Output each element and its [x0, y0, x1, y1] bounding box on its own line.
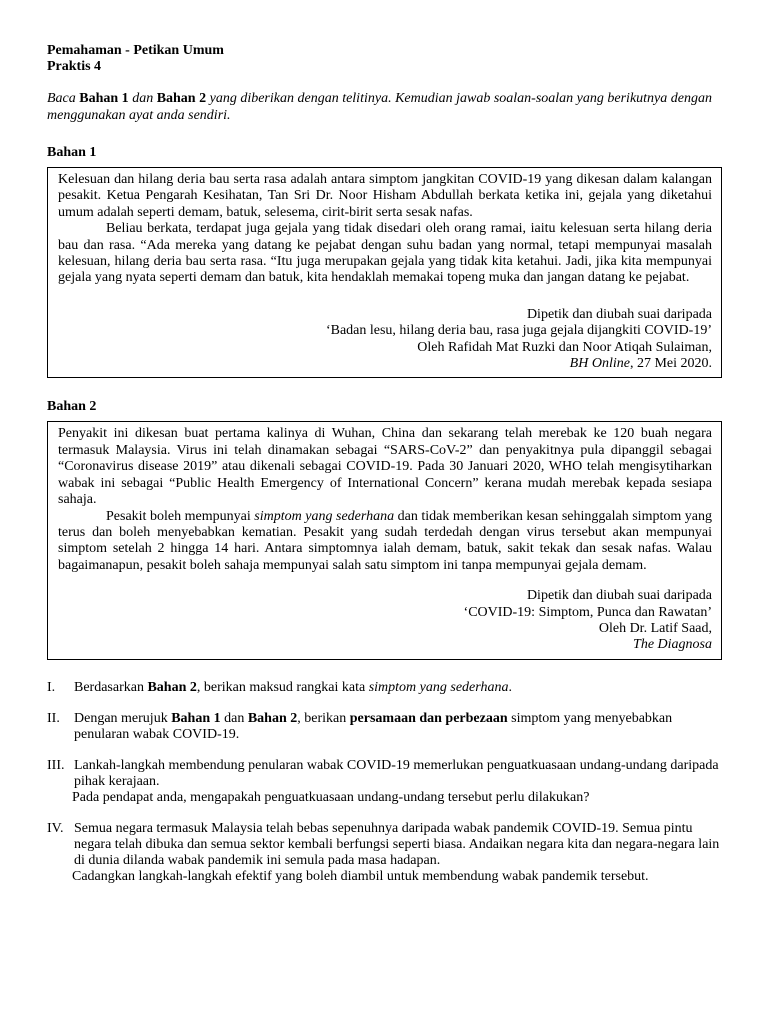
- bahan2-paragraph-1: Penyakit ini dikesan buat pertama kalinya di Wuhan, China dan sekarang telah merebak ke 120 buah negara termasuk Malaysia. Virus ini telah dinamakan sebagai “SARS-CoV-2” dan penyakitnya pula dipanggil sebagai “Coronavirus disease 2019” atau dikenali sebagai COVID-19. Pada 30 Januari 2020, WHO telah mengisytiharkan wabak ini sebagai “Public Health Emergency of International Concern” kerana mudah merebak kepada sesiapa sahaja.: [58, 426, 712, 508]
- question-text: , berikan maksud rangkai kata: [196, 679, 369, 695]
- question-prompt: Pada pendapat anda, mengapakah penguatkuasaan undang-undang tersebut perlu dilakukan?: [72, 789, 590, 805]
- bahan1-paragraph-1: Kelesuan dan hilang deria bau serta rasa adalah antara simptom jangkitan COVID-19 yang dikesan dalam kalangan pesakit. Ketua Pengarah Kesihatan, Tan Sri Dr. Noor Hisham Abdullah berkata ketika ini, gejala yang diketahui umum adalah seperti demam, batuk, selesema, cirit-birit serta sesak nafas.: [58, 172, 712, 220]
- document-title: Pemahaman - Petikan Umum: [47, 43, 224, 58]
- source-line: Dipetik dan diubah suai daripada: [526, 588, 712, 604]
- paragraph-italic-phrase: simptom yang sederhana: [254, 508, 395, 524]
- question-text: , berikan: [297, 710, 350, 726]
- source-date: , 27 Mei 2020.: [629, 356, 712, 372]
- bahan1-title: Bahan 1: [47, 145, 97, 160]
- question-text: dan: [220, 710, 248, 726]
- question-4: [47, 821, 722, 885]
- intro-text-1: Baca: [47, 91, 80, 106]
- source-line: [58, 356, 712, 372]
- question-bold: Bahan 2: [247, 710, 298, 726]
- question-2: [47, 711, 722, 743]
- source-line: ‘COVID-19: Simptom, Punca dan Rawatan’: [463, 604, 712, 620]
- document-page: [47, 43, 722, 900]
- instructions: [47, 90, 722, 124]
- question-text: Dengan merujuk: [74, 710, 172, 726]
- question-text: Lankah-langkah membendung penularan wabak COVID-19 memerlukan penguatkuasaan undang-undang daripada pihak kerajaan.: [74, 757, 719, 789]
- question-prompt: Cadangkan langkah-langkah efektif yang boleh diambil untuk membendung wabak pandemik tersebut.: [72, 868, 649, 884]
- paragraph-text: dan tidak memberikan kesan sehinggalah simptom yang terus dan boleh menyebabkan kematian. Pesakit yang sudah terdedah dengan virus tersebut akan mempunyai simptom setelah 2 hingga 14 hari. Antara simptomnya ialah demam, batuk, sakit tekak dan sesak nafas. Walau bagaimanapun, pesakit boleh sahaja mempunyai salah satu simptom ini tanpa mempunyai gejala demam.: [58, 508, 712, 573]
- bahan1-box: [47, 167, 722, 378]
- question-text: Semua negara termasuk Malaysia telah bebas sepenuhnya daripada wabak pandemik COVID-19. Semua pintu negara telah dibuka dan semua sektor kembali berfungsi seperti biasa. Andaikan negara kita dan negara-negara lain di dunia dilanda wabak pandemik ini semula pada masa hadapan.: [74, 820, 720, 868]
- question-bold: Bahan 1: [171, 710, 221, 726]
- question-text: Berdasarkan: [74, 679, 148, 695]
- bahan1-paragraph-2: Beliau berkata, terdapat juga gejala yang tidak disedari oleh orang ramai, iaitu kelesuan serta hilang deria bau dan rasa. “Ada mereka yang datang ke pejabat dengan suhu badan yang normal, tetapi mempunyai masalah kelesuan, hilang deria bau serta rasa. “Itu juga merupakan gejala yang tidak kita ketahui. Jadi, jika kita mempunyai gejala yang nyata seperti demam dan batuk, kita hendaklah memakai topeng muka dan jangan datang ke pejabat.: [58, 221, 712, 286]
- question-number: II.: [47, 710, 60, 726]
- source-line: [58, 637, 712, 653]
- bahan2-source: [58, 588, 712, 654]
- intro-bahan2-ref: Bahan 2: [156, 91, 207, 106]
- question-text: .: [508, 679, 512, 695]
- question-text: simptom yang menyebabkan penularan wabak COVID-19.: [74, 710, 673, 742]
- bahan2-box: [47, 421, 722, 659]
- question-bold: persamaan dan perbezaan: [349, 710, 508, 726]
- source-line: Oleh Rafidah Mat Ruzki dan Noor Atiqah Sulaiman,: [417, 339, 712, 355]
- bahan2-title: Bahan 2: [47, 399, 97, 415]
- document-subtitle: Praktis 4: [47, 59, 102, 74]
- question-list: [47, 680, 722, 885]
- source-line: Dipetik dan diubah suai daripada: [526, 306, 712, 322]
- intro-text-2: dan: [128, 91, 157, 106]
- source-line: ‘Badan lesu, hilang deria bau, rasa juga gejala dijangkiti COVID-19’: [325, 323, 712, 339]
- intro-bahan1-ref: Bahan 1: [79, 91, 129, 106]
- paragraph-text: Pesakit boleh mempunyai: [106, 508, 255, 524]
- source-line: Oleh Dr. Latif Saad,: [598, 620, 712, 636]
- intro-text-3: yang diberikan dengan telitinya. Kemudian jawab soalan-soalan yang berikutnya dengan menggunakan ayat anda sendiri.: [47, 91, 712, 123]
- bahan2-paragraph-2: [58, 509, 712, 575]
- question-1: [47, 680, 722, 696]
- question-number: IV.: [47, 820, 64, 836]
- question-number: I.: [47, 679, 56, 695]
- question-italic: simptom yang sederhana: [368, 679, 509, 695]
- question-3: [47, 758, 722, 806]
- question-bold: Bahan 2: [147, 679, 197, 695]
- source-publication: The Diagnosa: [633, 637, 712, 653]
- source-publication: BH Online: [569, 356, 630, 372]
- question-number: III.: [47, 757, 65, 773]
- bahan1-source: [58, 307, 712, 373]
